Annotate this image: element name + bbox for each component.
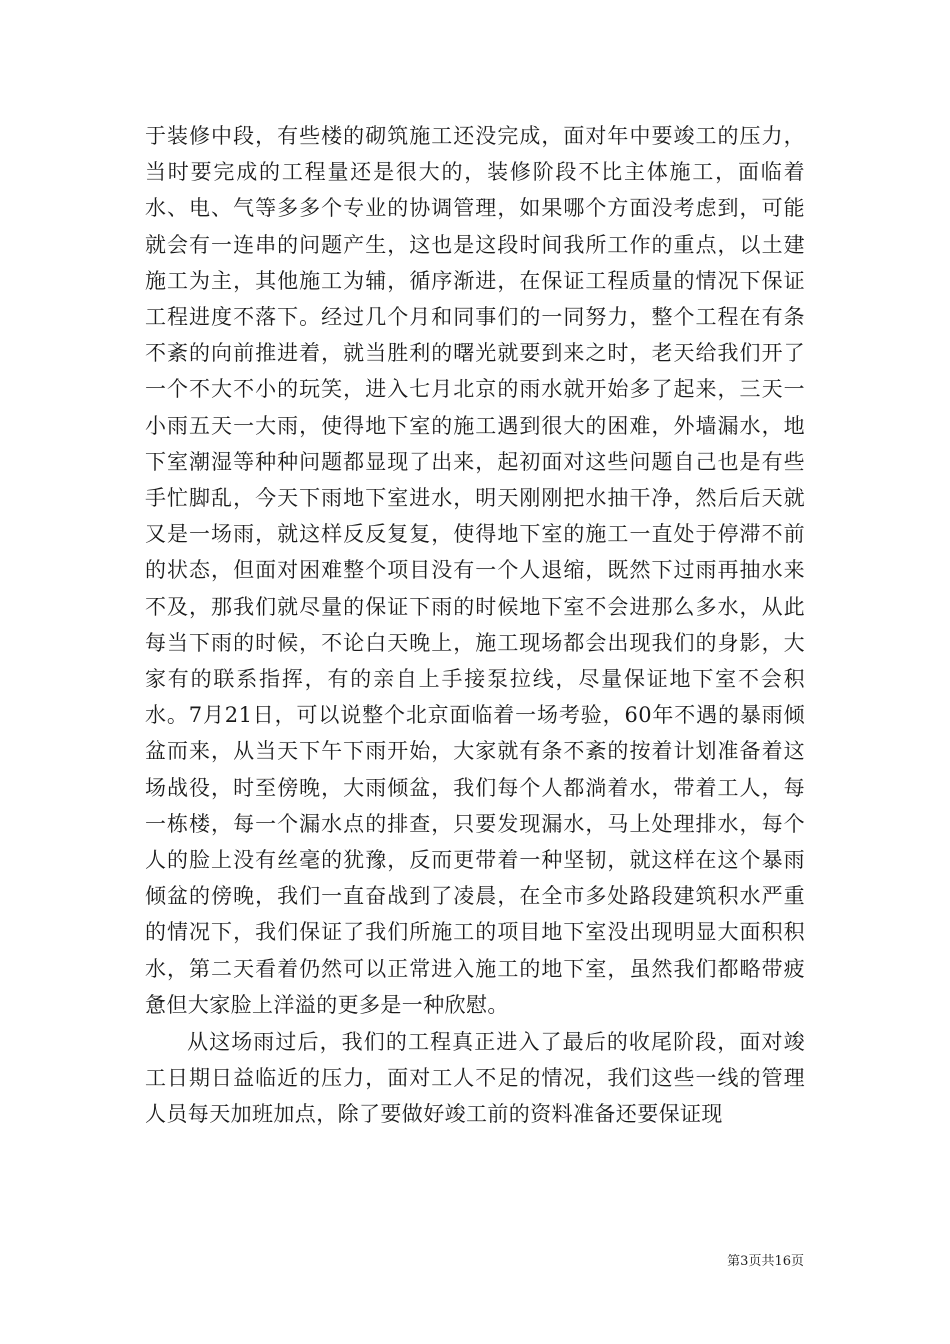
paragraph-new: 从这场雨过后，我们的工程真正进入了最后的收尾阶段，面对竣工日期日益临近的压力，面对工人不足的情况，我们这些一线的管理人员每天加班加点，除了要做好竣工前的资料准备还要保证现 (145, 1030, 805, 1127)
document-body (145, 118, 805, 1133)
page-number: 第3页共16页 (727, 1254, 804, 1269)
paragraph-continued: 于装修中段，有些楼的砌筑施工还没完成，面对年中要竣工的压力，当时要完成的工程量还是很大的，装修阶段不比主体施工，面临着水、电、气等多多个专业的协调管理，如果哪个方面没考虑到，可能就会有一连串的问题产生，这也是这段时间我所工作的重点，以土建施工为主，其他施工为辅，循序渐进，在保证工程质量的情况下保证工程进度不落下。经过几个月和同事们的一同努力，整个工程在有条不紊的向前推进着，就当胜利的曙光就要到来之时，老天给我们开了一个不大不小的玩笑，进入七月北京的雨水就开始多了起来，三天一小雨五天一大雨，使得地下室的施工遇到很大的困难，外墙漏水，地下室潮湿等种种问题都显现了出来，起初面对这些问题自己也是有些手忙脚乱，今天下雨地下室进水，明天刚刚把水抽干净，然后后天就又是一场雨，就这样反反复复，使得地下室的施工一直处于停滞不前的状态，但面对困难整个项目没有一个人退缩，既然下过雨再抽水来不及，那我们就尽量的保证下雨的时候地下室不会进那么多水，从此每当下雨的时候，不论白天晚上，施工现场都会出现我们的身影，大家有的联系指挥，有的亲自上手接泵拉线，尽量保证地下室不会积水。7月21日，可以说整个北京面临着一场考验，60年不遇的暴雨倾盆而来，从当天下午下雨开始，大家就有条不紊的按着计划准备着这场战役，时至傍晚，大雨倾盆，我们每个人都淌着水，带着工人，每一栋楼，每一个漏水点的排查，只要发现漏水，马上处理排水，每个人的脸上没有丝毫的犹豫，反而更带着一种坚韧，就这样在这个暴雨倾盆的傍晚，我们一直奋战到了凌晨，在全市多处路段建筑积水严重的情况下，我们保证了我们所施工的项目地下室没出现明显大面积积水，第二天看着仍然可以正常进入施工的地下室，虽然我们都略带疲惫但大家脸上洋溢的更多是一种欣慰。 (145, 124, 805, 1017)
